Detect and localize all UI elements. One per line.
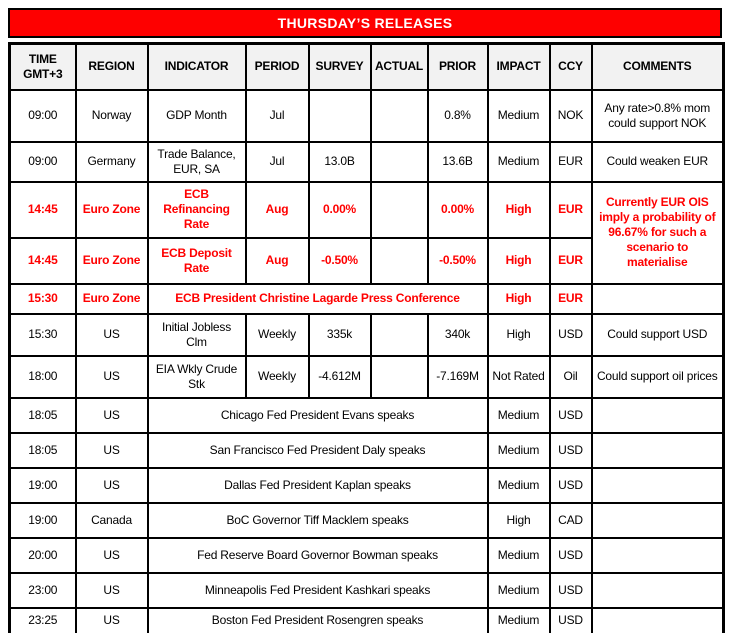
cell-ccy: USD xyxy=(550,433,592,468)
cell-time: 19:00 xyxy=(10,468,76,503)
cell-actual xyxy=(371,90,428,142)
title-banner xyxy=(8,8,722,38)
cell-period: Weekly xyxy=(246,314,309,356)
cell-survey: 13.0B xyxy=(309,142,371,182)
cell-impact: Medium xyxy=(488,538,550,573)
cell-indicator: EIA Wkly Crude Stk xyxy=(148,356,246,398)
cell-indicator: Initial Jobless Clm xyxy=(148,314,246,356)
table-row xyxy=(10,573,724,608)
cell-comment xyxy=(592,608,724,633)
cell-time: 15:30 xyxy=(10,284,76,314)
cell-ccy: USD xyxy=(550,573,592,608)
cell-region: Germany xyxy=(76,142,148,182)
cell-ccy: EUR xyxy=(550,284,592,314)
cell-actual xyxy=(371,142,428,182)
cell-region: Euro Zone xyxy=(76,182,148,238)
header-impact: IMPACT xyxy=(488,44,550,90)
cell-region: Euro Zone xyxy=(76,284,148,314)
cell-survey: -4.612M xyxy=(309,356,371,398)
table-row xyxy=(10,284,724,314)
cell-survey: 335k xyxy=(309,314,371,356)
cell-impact: High xyxy=(488,238,550,284)
cell-comment xyxy=(592,538,724,573)
cell-time: 23:00 xyxy=(10,573,76,608)
cell-region: US xyxy=(76,468,148,503)
cell-region: US xyxy=(76,608,148,633)
cell-prior: 0.8% xyxy=(428,90,488,142)
header-region: REGION xyxy=(76,44,148,90)
table-row xyxy=(10,314,724,356)
cell-impact: High xyxy=(488,284,550,314)
header-survey: SURVEY xyxy=(309,44,371,90)
cell-impact: Medium xyxy=(488,468,550,503)
cell-ccy: USD xyxy=(550,608,592,633)
cell-time: 18:05 xyxy=(10,398,76,433)
cell-event: Chicago Fed President Evans speaks xyxy=(148,398,488,433)
cell-actual xyxy=(371,356,428,398)
table-row xyxy=(10,608,724,633)
header-period: PERIOD xyxy=(246,44,309,90)
cell-comment xyxy=(592,284,724,314)
table-row xyxy=(10,538,724,573)
cell-ccy: EUR xyxy=(550,182,592,238)
cell-time: 23:25 xyxy=(10,608,76,633)
cell-impact: Medium xyxy=(488,608,550,633)
cell-prior: -7.169M xyxy=(428,356,488,398)
table-row xyxy=(10,356,724,398)
table-row xyxy=(10,468,724,503)
cell-period: Jul xyxy=(246,142,309,182)
cell-time: 19:00 xyxy=(10,503,76,538)
cell-actual xyxy=(371,238,428,284)
cell-actual xyxy=(371,182,428,238)
cell-time: 09:00 xyxy=(10,142,76,182)
cell-time: 18:05 xyxy=(10,433,76,468)
cell-period: Jul xyxy=(246,90,309,142)
cell-time: 09:00 xyxy=(10,90,76,142)
table-row xyxy=(10,503,724,538)
cell-region: Euro Zone xyxy=(76,238,148,284)
cell-event: Fed Reserve Board Governor Bowman speaks xyxy=(148,538,488,573)
cell-comment: Could weaken EUR xyxy=(592,142,724,182)
cell-impact: Medium xyxy=(488,398,550,433)
cell-impact: Medium xyxy=(488,90,550,142)
cell-ccy: USD xyxy=(550,314,592,356)
cell-comment-merged: Currently EUR OIS imply a probability of 96.67% for such a scenario to materialise xyxy=(592,182,724,284)
cell-prior: 0.00% xyxy=(428,182,488,238)
table-row xyxy=(10,142,724,182)
page-title: THURSDAY’S RELEASES xyxy=(277,15,453,31)
header-actual: ACTUAL xyxy=(371,44,428,90)
cell-impact: High xyxy=(488,503,550,538)
table-row xyxy=(10,398,724,433)
cell-comment xyxy=(592,503,724,538)
cell-impact: High xyxy=(488,314,550,356)
header-indicator: INDICATOR xyxy=(148,44,246,90)
cell-indicator: ECB Refinancing Rate xyxy=(148,182,246,238)
header-time-line2: GMT+3 xyxy=(23,66,63,81)
cell-impact: High xyxy=(488,182,550,238)
cell-comment: Could support USD xyxy=(592,314,724,356)
header-time xyxy=(10,44,76,90)
cell-impact: Medium xyxy=(488,433,550,468)
cell-time: 18:00 xyxy=(10,356,76,398)
table-row xyxy=(10,90,724,142)
header-ccy: CCY xyxy=(550,44,592,90)
cell-ccy: NOK xyxy=(550,90,592,142)
cell-period: Aug xyxy=(246,182,309,238)
cell-region: Canada xyxy=(76,503,148,538)
cell-prior: 13.6B xyxy=(428,142,488,182)
cell-survey: 0.00% xyxy=(309,182,371,238)
cell-ccy: CAD xyxy=(550,503,592,538)
cell-region: US xyxy=(76,433,148,468)
cell-event: BoC Governor Tiff Macklem speaks xyxy=(148,503,488,538)
cell-ccy: EUR xyxy=(550,142,592,182)
cell-indicator: ECB Deposit Rate xyxy=(148,238,246,284)
cell-period: Aug xyxy=(246,238,309,284)
cell-comment: Could support oil prices xyxy=(592,356,724,398)
cell-event: ECB President Christine Lagarde Press Conference xyxy=(148,284,488,314)
cell-comment xyxy=(592,433,724,468)
cell-region: US xyxy=(76,573,148,608)
cell-ccy: USD xyxy=(550,468,592,503)
cell-survey xyxy=(309,90,371,142)
cell-comment: Any rate>0.8% mom could support NOK xyxy=(592,90,724,142)
cell-comment xyxy=(592,573,724,608)
releases-table xyxy=(8,42,725,633)
header-row xyxy=(10,44,724,90)
cell-event: Boston Fed President Rosengren speaks xyxy=(148,608,488,633)
cell-event: San Francisco Fed President Daly speaks xyxy=(148,433,488,468)
header-prior: PRIOR xyxy=(428,44,488,90)
cell-prior: 340k xyxy=(428,314,488,356)
header-time-line1: TIME xyxy=(28,51,57,66)
cell-time: 20:00 xyxy=(10,538,76,573)
cell-ccy: USD xyxy=(550,538,592,573)
header-comments: COMMENTS xyxy=(592,44,724,90)
cell-region: Norway xyxy=(76,90,148,142)
cell-survey: -0.50% xyxy=(309,238,371,284)
cell-region: US xyxy=(76,398,148,433)
cell-indicator: GDP Month xyxy=(148,90,246,142)
cell-region: US xyxy=(76,314,148,356)
cell-period: Weekly xyxy=(246,356,309,398)
cell-time: 14:45 xyxy=(10,182,76,238)
table-row xyxy=(10,182,724,238)
cell-ccy: Oil xyxy=(550,356,592,398)
cell-impact: Not Rated xyxy=(488,356,550,398)
cell-region: US xyxy=(76,538,148,573)
cell-time: 15:30 xyxy=(10,314,76,356)
cell-comment xyxy=(592,398,724,433)
cell-impact: Medium xyxy=(488,573,550,608)
cell-impact: Medium xyxy=(488,142,550,182)
cell-comment xyxy=(592,468,724,503)
cell-prior: -0.50% xyxy=(428,238,488,284)
cell-ccy: EUR xyxy=(550,238,592,284)
cell-time: 14:45 xyxy=(10,238,76,284)
releases-table-container xyxy=(8,8,722,633)
cell-event: Minneapolis Fed President Kashkari speaks xyxy=(148,573,488,608)
table-row xyxy=(10,433,724,468)
cell-region: US xyxy=(76,356,148,398)
cell-event: Dallas Fed President Kaplan speaks xyxy=(148,468,488,503)
cell-actual xyxy=(371,314,428,356)
cell-indicator: Trade Balance, EUR, SA xyxy=(148,142,246,182)
cell-ccy: USD xyxy=(550,398,592,433)
